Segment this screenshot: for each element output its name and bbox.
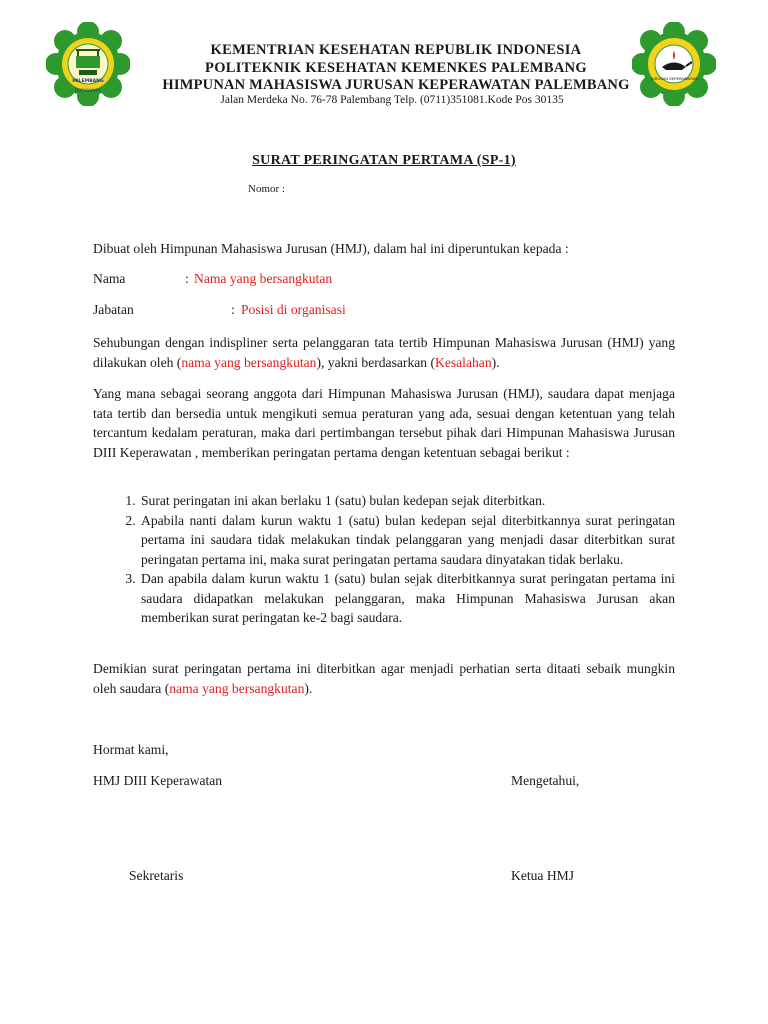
- conditions-list: [93, 491, 675, 628]
- member-paragraph: Yang mana sebagai seorang anggota dari Himpunan Mahasiswa Jurusan (HMJ), saudara dapat menjaga tata tertib dan bersedia untuk mengikuti semua peraturan yang ada, sesuai dengan ketentuan yang telah tercantum kedalam peraturan, maka dari pertimbangan tersebut pihak dari Himpunan Mahasiswa Jurusan DIII Keperawatan , memberikan peringatan pertama dengan ketentuan sebagai berikut :: [93, 386, 675, 460]
- secretary-label: Sekretaris: [129, 868, 184, 883]
- greeting: Hormat kami,: [93, 742, 169, 757]
- closing-text-b: ).: [304, 680, 313, 696]
- acknowledged-label: Mengetahui,: [511, 773, 580, 788]
- closing-name: nama yang bersangkutan: [169, 680, 305, 696]
- jabatan-label: Jabatan: [93, 302, 134, 317]
- violation-name: nama yang bersangkutan: [181, 354, 317, 370]
- nama-value: Nama yang bersangkutan: [194, 271, 333, 286]
- intro-paragraph: Dibuat oleh Himpunan Mahasiswa Jurusan (HMJ), dalam hal ini diperuntukan kepada :: [93, 241, 569, 256]
- nama-colon: :: [185, 271, 189, 286]
- violation-paragraph: [93, 333, 675, 372]
- nama-label: Nama: [93, 271, 126, 286]
- list-item: 2. Apabila nanti dalam kurun waktu 1 (satu) bulan kedepan sejal diterbitkannya surat peringatan pertama ini saudara tidak melakukan tindak pelanggaran yang menjadi dasar diterbitkan surat peringatan pertama ini, maka surat peringatan pertama saudara dinyatakan tidak berlaku.: [139, 511, 675, 570]
- list-item: 1. Surat peringatan ini akan berlaku 1 (satu) bulan kedepan sejak diterbitkan.: [139, 491, 675, 511]
- violation-text-b: ), yakni berdasarkan (: [316, 354, 435, 370]
- right-logo-text: JURUSAN KEPERAWATAN: [650, 76, 698, 81]
- letterhead-association: HIMPUNAN MAHASISWA JURUSAN KEPERAWATAN PALEMBANG: [162, 77, 630, 93]
- violation-text-a: Sehubungan dengan indispliner serta pelanggaran tata tertib Himpunan Mahasiswa Jurusan (HMJ) yang dilakukan oleh (: [93, 335, 675, 370]
- closing-text-a: Demikian surat peringatan pertama ini diterbitkan agar menjadi perhatian serta ditaati sebaik mungkin oleh saudara (: [93, 661, 675, 696]
- letterhead-address: Jalan Merdeka No. 76-78 Palembang Telp. (0711)351081.Kode Pos 30135: [220, 94, 564, 106]
- letterhead-ministry: KEMENTRIAN KESEHATAN REPUBLIK INDONESIA: [210, 42, 582, 58]
- violation-text-c: ).: [491, 354, 500, 370]
- list-item: 3. Dan apabila dalam kurun waktu 1 (satu) bulan sejak diterbitkannya surat peringatan pertama ini saudara didapatkan melakukan pelanggaran, maka Himpunan Mahasiswa Jurusan akan memberikan surat peringatan ke-2 bagi saudara.: [139, 569, 675, 628]
- left-logo-motto: DOGHWAYAS: [75, 88, 101, 93]
- jabatan-value: Posisi di organisasi: [241, 302, 346, 317]
- signer-org: HMJ DIII Keperawatan: [93, 773, 223, 788]
- letterhead-polytechnic: POLITEKNIK KESEHATAN KEMENKES PALEMBANG: [205, 60, 587, 76]
- jabatan-colon: :: [231, 302, 235, 317]
- closing-paragraph: [93, 659, 675, 698]
- violation-reason: Kesalahan: [435, 354, 492, 370]
- left-logo-text: PALEMBANG: [72, 79, 104, 84]
- letter-title: SURAT PERINGATAN PERTAMA (SP-1): [252, 153, 516, 168]
- chairman-label: Ketua HMJ: [511, 868, 575, 883]
- letter-number: Nomor :: [248, 183, 285, 195]
